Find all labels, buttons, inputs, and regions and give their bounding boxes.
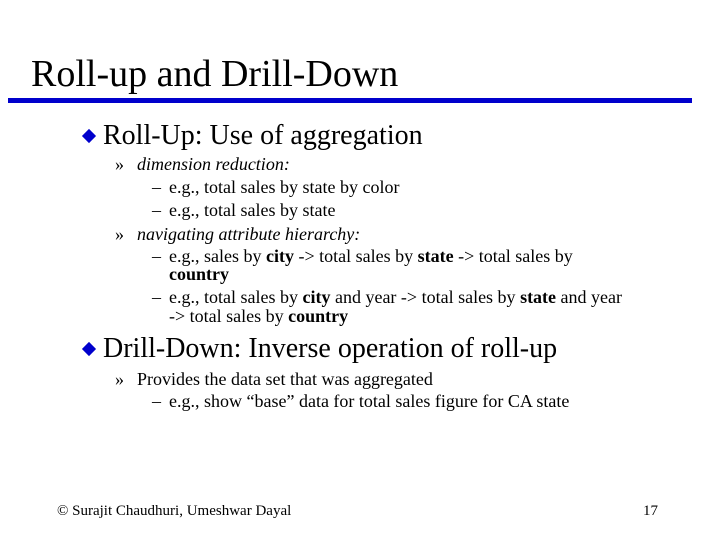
drilldown-heading: Drill-Down: Inverse operation of roll-up <box>103 333 558 364</box>
diamond-bullet-icon <box>82 342 96 356</box>
drilldown-sub <box>115 368 433 390</box>
title-underline <box>8 98 692 103</box>
dash-marker: – <box>152 287 161 307</box>
dash-marker: – <box>152 200 161 220</box>
rollup-example <box>152 287 622 308</box>
dash-marker: – <box>152 246 161 266</box>
example-text: -> total sales by <box>169 306 289 326</box>
rollup-example-continuation <box>152 306 348 327</box>
dash-marker: – <box>152 391 161 411</box>
sub-marker: » <box>115 369 124 389</box>
example-bold: city <box>265 246 294 266</box>
sub-label: dimension reduction: <box>137 154 290 174</box>
example-text: e.g., total sales by <box>169 287 303 307</box>
example-text: e.g., show “base” data for total sales figure for CA state <box>169 391 570 411</box>
slide-title: Roll-up and Drill-Down <box>31 53 399 95</box>
rollup-example-continuation <box>152 264 229 285</box>
example-bold: state <box>520 287 557 307</box>
sub-label: navigating attribute hierarchy: <box>137 224 361 244</box>
example-text: -> total sales by <box>293 246 418 266</box>
example-bold: city <box>302 287 331 307</box>
example-text: e.g., total sales by state by color <box>169 177 400 197</box>
dash-marker: – <box>152 177 161 197</box>
example-text: -> total sales by <box>453 246 573 266</box>
drilldown-example <box>152 391 569 412</box>
rollup-heading: Roll-Up: Use of aggregation <box>103 120 423 151</box>
example-text: e.g., total sales by state <box>169 200 336 220</box>
diamond-bullet-icon <box>82 129 96 143</box>
rollup-sub-dimension <box>115 153 290 175</box>
rollup-example <box>152 200 335 221</box>
rollup-example <box>152 177 399 198</box>
example-bold: country <box>169 264 229 284</box>
page-number: 17 <box>643 503 658 519</box>
example-text: and year <box>556 287 623 307</box>
example-text: e.g., sales by <box>169 246 266 266</box>
rollup-sub-hierarchy <box>115 223 360 245</box>
example-bold: country <box>288 306 349 326</box>
sub-marker: » <box>115 154 124 174</box>
footer-credit: © Surajit Chaudhuri, Umeshwar Dayal <box>57 503 292 519</box>
example-bold: state <box>417 246 454 266</box>
example-text: and year -> total sales by <box>330 287 521 307</box>
sub-label: Provides the data set that was aggregated <box>137 369 433 389</box>
sub-marker: » <box>115 224 124 244</box>
